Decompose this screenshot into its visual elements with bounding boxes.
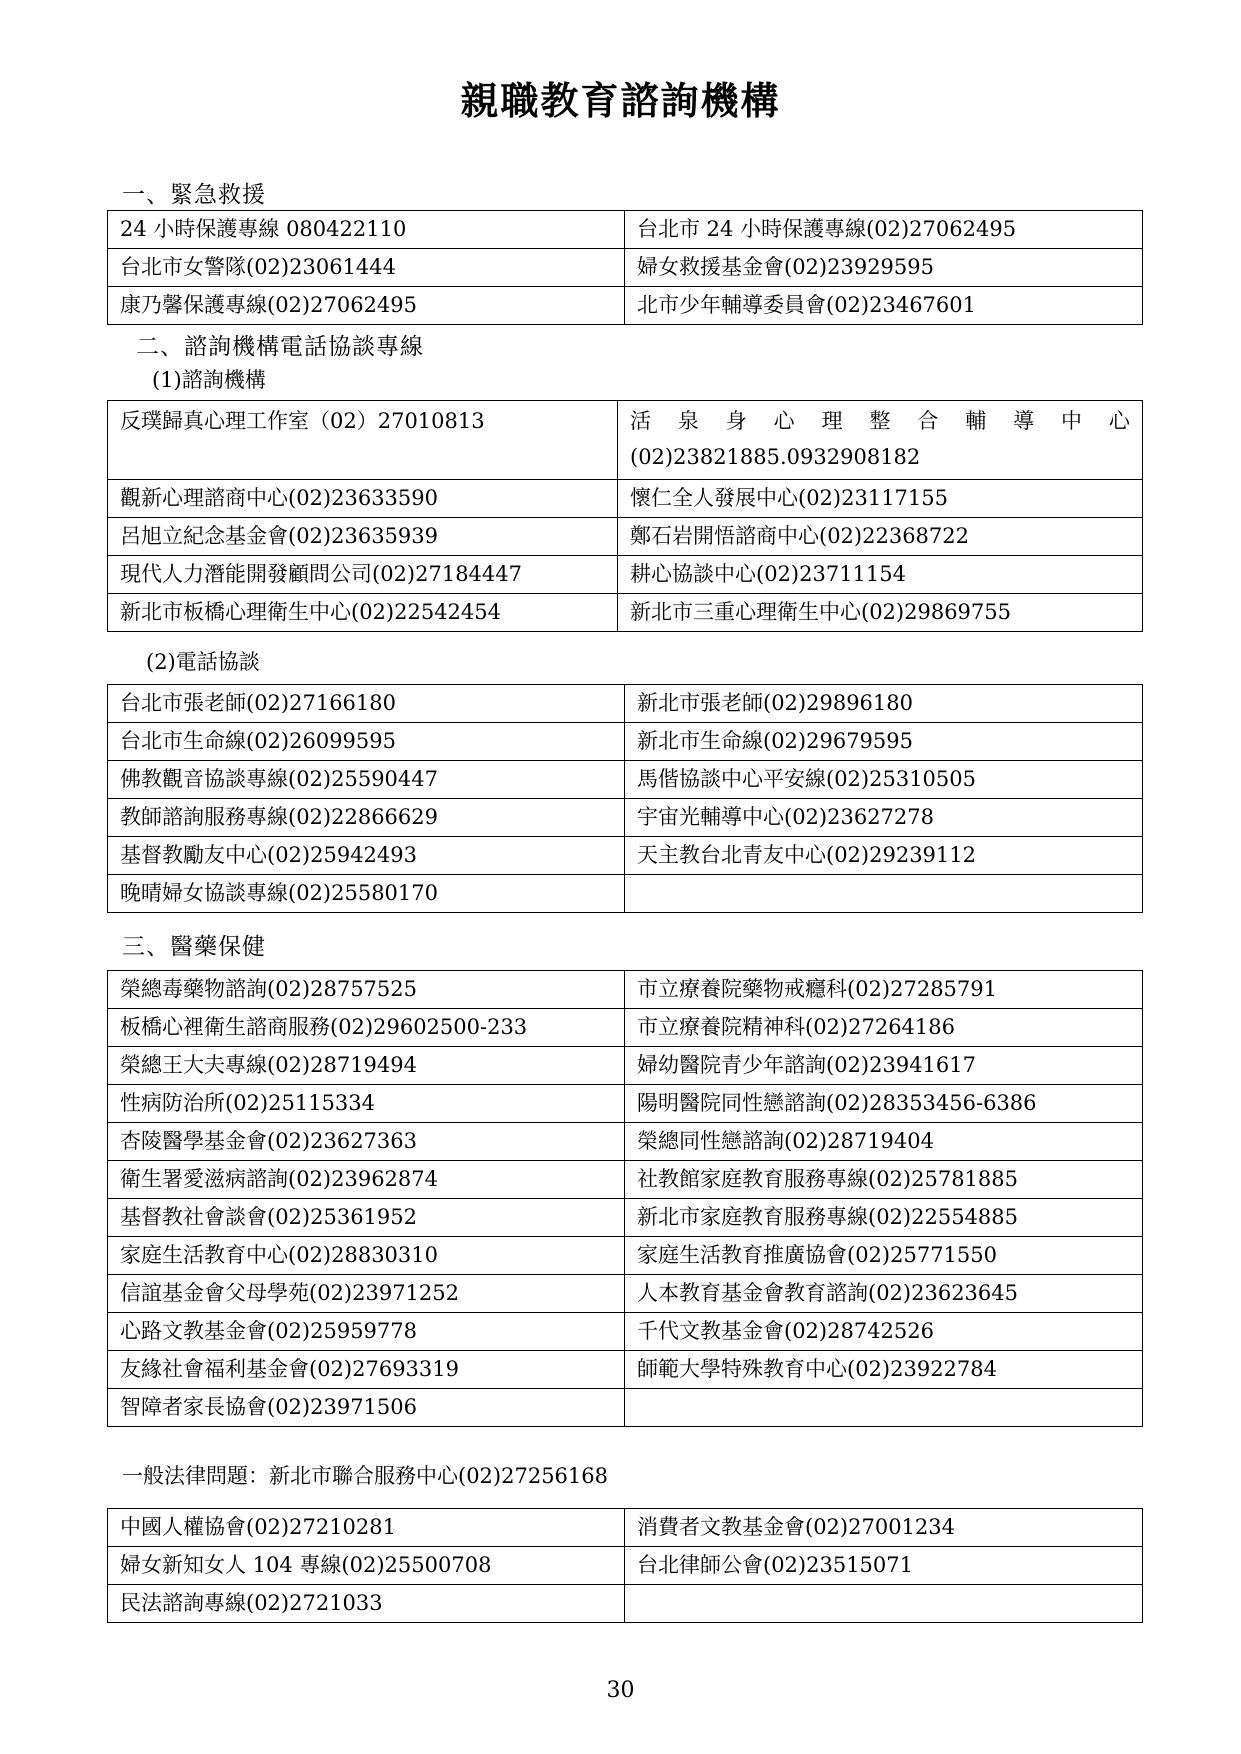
table-cell: 家庭生活教育推廣協會(02)25771550 <box>625 1237 1143 1275</box>
table-cell: 心路文教基金會(02)25959778 <box>108 1313 625 1351</box>
table-cell: 觀新心理諮商中心(02)23633590 <box>108 480 618 518</box>
name-char: 理 <box>821 409 843 433</box>
table-cell <box>625 875 1143 913</box>
table-row <box>108 211 1143 249</box>
table-cell: 馬偕協談中心平安線(02)25310505 <box>625 761 1143 799</box>
table-row <box>108 1199 1143 1237</box>
legal-line: 一般法律問題：新北市聯合服務中心(02)27256168 <box>122 1464 608 1488</box>
table-cell: 教師諮詢服務專線(02)22866629 <box>108 799 625 837</box>
table-cell: 婦幼醫院青少年諮詢(02)23941617 <box>625 1047 1143 1085</box>
table-cell: 台北市張老師(02)27166180 <box>108 685 625 723</box>
table-row <box>108 837 1143 875</box>
table-cell: 呂旭立紀念基金會(02)23635939 <box>108 518 618 556</box>
table-row <box>108 1047 1143 1085</box>
table-cell: 台北市生命線(02)26099595 <box>108 723 625 761</box>
table-cell: 師範大學特殊教育中心(02)23922784 <box>625 1351 1143 1389</box>
table-cell: 社教館家庭教育服務專線(02)25781885 <box>625 1161 1143 1199</box>
table-cell: 台北市女警隊(02)23061444 <box>108 249 625 287</box>
table-cell: 反璞歸真心理工作室（02）27010813 <box>108 401 618 480</box>
table-cell: 基督教勵友中心(02)25942493 <box>108 837 625 875</box>
legal-table <box>107 1508 1143 1623</box>
name-char: 泉 <box>677 409 699 433</box>
table-row <box>108 594 1143 632</box>
table-cell: 台北律師公會(02)23515071 <box>625 1547 1143 1585</box>
table-cell: 杏陵醫學基金會(02)23627363 <box>108 1123 625 1161</box>
table-row <box>108 1009 1143 1047</box>
table-cell: 婦女新知女人 104 專線(02)25500708 <box>108 1547 625 1585</box>
table-cell <box>625 1585 1143 1623</box>
section-heading-counseling: 二、諮詢機構電話協談專線 <box>136 334 424 360</box>
phone-counseling-table <box>107 684 1143 913</box>
table-row <box>108 1585 1143 1623</box>
section-heading-medical: 三、醫藥保健 <box>122 934 266 960</box>
table-cell: 康乃馨保護專線(02)27062495 <box>108 287 625 325</box>
table-cell: 智障者家長協會(02)23971506 <box>108 1389 625 1427</box>
table-cell: 消費者文教基金會(02)27001234 <box>625 1509 1143 1547</box>
table-row <box>108 1161 1143 1199</box>
table-row <box>108 1351 1143 1389</box>
subheading-institutions: (1)諮詢機構 <box>152 368 266 392</box>
table-cell: 新北市家庭教育服務專線(02)22554885 <box>625 1199 1143 1237</box>
table-row <box>108 799 1143 837</box>
name-char: 活 <box>630 409 651 433</box>
table-cell: 新北市張老師(02)29896180 <box>625 685 1143 723</box>
table-cell: 新北市生命線(02)29679595 <box>625 723 1143 761</box>
emergency-table <box>107 210 1143 325</box>
table-row <box>108 875 1143 913</box>
table-row <box>108 1313 1143 1351</box>
table-cell: 家庭生活教育中心(02)28830310 <box>108 1237 625 1275</box>
table-cell: 榮總同性戀諮詢(02)28719404 <box>625 1123 1143 1161</box>
table-cell: 耕心協談中心(02)23711154 <box>618 556 1143 594</box>
page-title: 親職教育諮詢機構 <box>460 78 781 123</box>
name-char: 導 <box>1013 409 1035 433</box>
table-cell: 人本教育基金會教育諮詢(02)23623645 <box>625 1275 1143 1313</box>
table-row <box>108 1389 1143 1427</box>
table-row <box>108 723 1143 761</box>
table-cell: 佛教觀音協談專線(02)25590447 <box>108 761 625 799</box>
name-char: 合 <box>917 409 939 433</box>
medical-table <box>107 970 1143 1427</box>
table-row <box>108 1509 1143 1547</box>
table-row <box>108 1085 1143 1123</box>
table-cell: 千代文教基金會(02)28742526 <box>625 1313 1143 1351</box>
institutions-table <box>107 400 1143 632</box>
name-char: 身 <box>725 409 747 433</box>
table-row <box>108 971 1143 1009</box>
table-cell: 台北市 24 小時保護專線(02)27062495 <box>625 211 1143 249</box>
table-cell: 24 小時保護專線 080422110 <box>108 211 625 249</box>
table-cell: 友緣社會福利基金會(02)27693319 <box>108 1351 625 1389</box>
table-row <box>108 1275 1143 1313</box>
name-char: 輔 <box>965 409 987 433</box>
table-cell: 婦女救援基金會(02)23929595 <box>625 249 1143 287</box>
table-row <box>108 1547 1143 1585</box>
table-row <box>108 1237 1143 1275</box>
table-cell: 市立療養院精神科(02)27264186 <box>625 1009 1143 1047</box>
table-cell <box>618 401 1143 480</box>
table-row <box>108 761 1143 799</box>
table-cell: 陽明醫院同性戀諮詢(02)28353456-6386 <box>625 1085 1143 1123</box>
table-cell: 民法諮詢專線(02)2721033 <box>108 1585 625 1623</box>
table-cell: 新北市板橋心理衛生中心(02)22542454 <box>108 594 618 632</box>
table-cell: 信誼基金會父母學苑(02)23971252 <box>108 1275 625 1313</box>
table-row <box>108 249 1143 287</box>
section-heading-emergency: 一、緊急救援 <box>122 182 266 208</box>
subheading-phone-counseling: (2)電話協談 <box>146 650 260 674</box>
table-cell: 鄭石岩開悟諮商中心(02)22368722 <box>618 518 1143 556</box>
table-row <box>108 401 1143 480</box>
spread-institution-name <box>630 403 1130 439</box>
table-cell: 市立療養院藥物戒癮科(02)27285791 <box>625 971 1143 1009</box>
table-cell: 現代人力潛能開發顧問公司(02)27184447 <box>108 556 618 594</box>
table-row <box>108 685 1143 723</box>
table-cell: 晚晴婦女協談專線(02)25580170 <box>108 875 625 913</box>
table-cell: 性病防治所(02)25115334 <box>108 1085 625 1123</box>
name-char: 心 <box>1108 409 1130 433</box>
table-row <box>108 480 1143 518</box>
table-cell: 基督教社會談會(02)25361952 <box>108 1199 625 1237</box>
table-cell: 中國人權協會(02)27210281 <box>108 1509 625 1547</box>
table-row <box>108 518 1143 556</box>
table-cell <box>625 1389 1143 1427</box>
table-cell: 新北市三重心理衛生中心(02)29869755 <box>618 594 1143 632</box>
table-cell: 宇宙光輔導中心(02)23627278 <box>625 799 1143 837</box>
table-cell: 衛生署愛滋病諮詢(02)23962874 <box>108 1161 625 1199</box>
name-char: 心 <box>773 409 795 433</box>
name-char: 中 <box>1061 409 1083 433</box>
table-row <box>108 556 1143 594</box>
table-cell: 天主教台北青友中心(02)29239112 <box>625 837 1143 875</box>
table-cell: 懷仁全人發展中心(02)23117155 <box>618 480 1143 518</box>
table-cell: 榮總毒藥物諮詢(02)28757525 <box>108 971 625 1009</box>
table-row <box>108 1123 1143 1161</box>
table-cell: 板橋心裡衛生諮商服務(02)29602500-233 <box>108 1009 625 1047</box>
name-char: 整 <box>869 409 891 433</box>
table-cell: 北市少年輔導委員會(02)23467601 <box>625 287 1143 325</box>
table-row <box>108 287 1143 325</box>
institution-phone: (02)23821885.0932908182 <box>630 445 921 469</box>
table-cell: 榮總王大夫專線(02)28719494 <box>108 1047 625 1085</box>
page-number: 30 <box>606 1678 635 1703</box>
